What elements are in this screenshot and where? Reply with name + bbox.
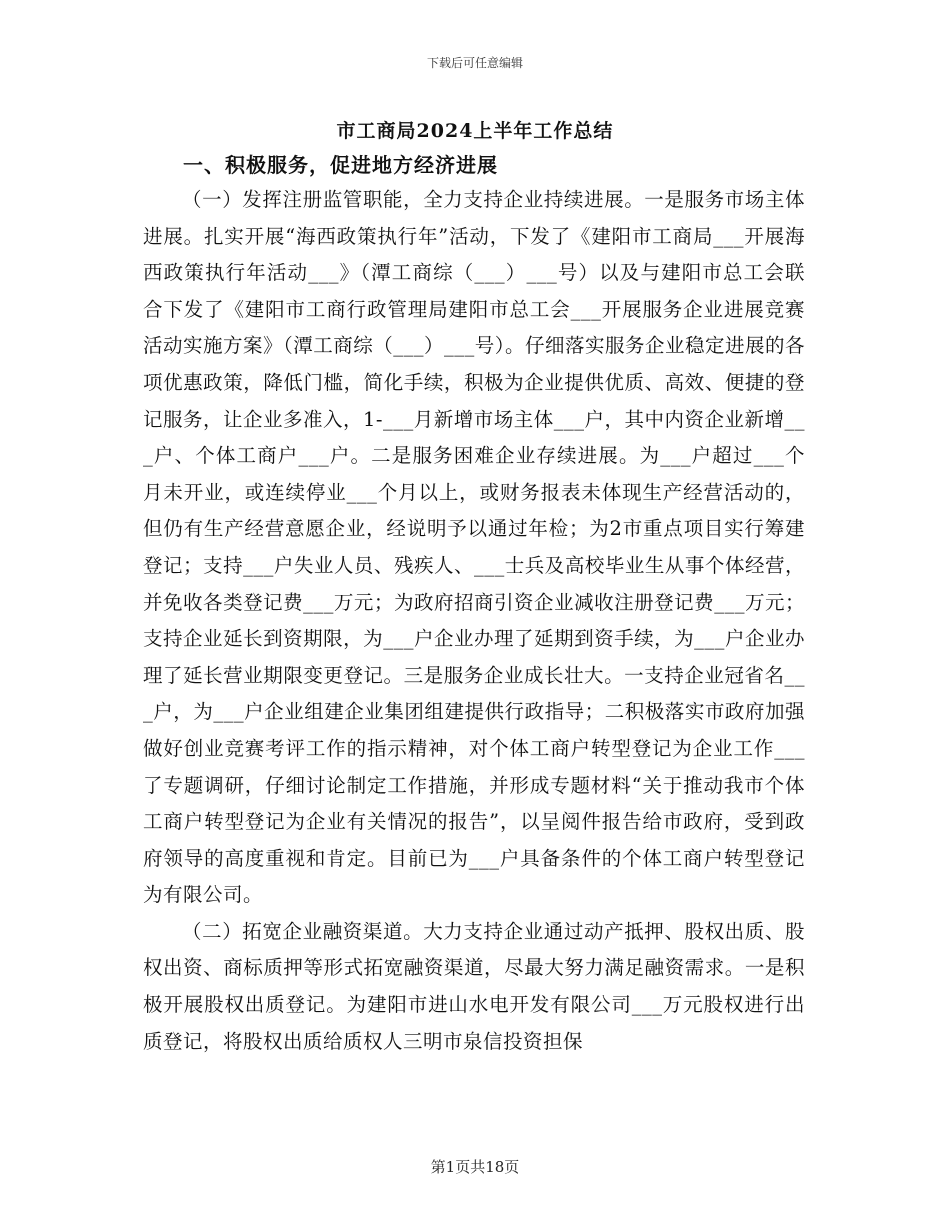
page-number: 第1页共18页 xyxy=(430,1158,520,1176)
paragraph: （一）发挥注册监管职能，全力支持企业持续进展。一是服务市场主体进展。扎实开展“海西政策执行年”活动，下发了《建阳市工商局___开展海西政策执行年活动___》（潭工商综（___）___号）以及与建阳市总工会联合下发了《建阳市工商行政管理局建阳市总工会___开展服务企业进展竞赛活动实施方案》（潭工商综（___）___号）。仔细落实服务企业稳定进展的各项优惠政策，降低门槛，简化手续，积极为企业提供优质、高效、便捷的登记服务，让企业多准入，1-___月新增市场主体___户，其中内资企业新增___户、个体工商户___户。二是服务困难企业存续进展。为___户超过___个月未开业，或连续停业___个月以上，或财务报表未体现生产经营活动的，但仍有生产经营意愿企业，经说明予以通过年检；为2市重点项目实行筹建登记；支持___户失业人员、残疾人、___士兵及高校毕业生从事个体经营，并免收各类登记费___万元；为政府招商引资企业减收注册登记费___万元；支持企业延长到资期限，为___户企业办理了延期到资手续，为___户企业办理了延长营业期限变更登记。三是服务企业成长壮大。一支持企业冠省名___户，为___户企业组建企业集团组建提供行政指导；二积极落实市政府加强做好创业竞赛考评工作的指示精神，对个体工商户转型登记为企业工作___了专题调研，仔细讨论制定工作措施，并形成专题材料“关于推动我市个体工商户转型登记为企业有关情况的报告”，以呈阅件报告给市政府，受到政府领导的高度重视和肯定。目前已为___户具备条件的个体工商户转型登记为有限公司。 xyxy=(143,188,806,907)
header-note: 下载后可任意编辑 xyxy=(426,56,523,70)
document-title: 市工商局2024上半年工作总结 xyxy=(336,120,614,142)
paragraph: （二）拓宽企业融资渠道。大力支持企业通过动产抵押、股权出质、股权出资、商标质押等形式拓宽融资渠道，尽最大努力满足融资需求。一是积极开展股权出质登记。为建阳市进山水电开发有限公司___万元股权进行出质登记，将股权出质给质权人三明市泉信投资担保 xyxy=(143,919,805,1053)
section-heading: 一、积极服务，促进地方经济进展 xyxy=(183,153,498,177)
document-body xyxy=(143,148,805,1060)
